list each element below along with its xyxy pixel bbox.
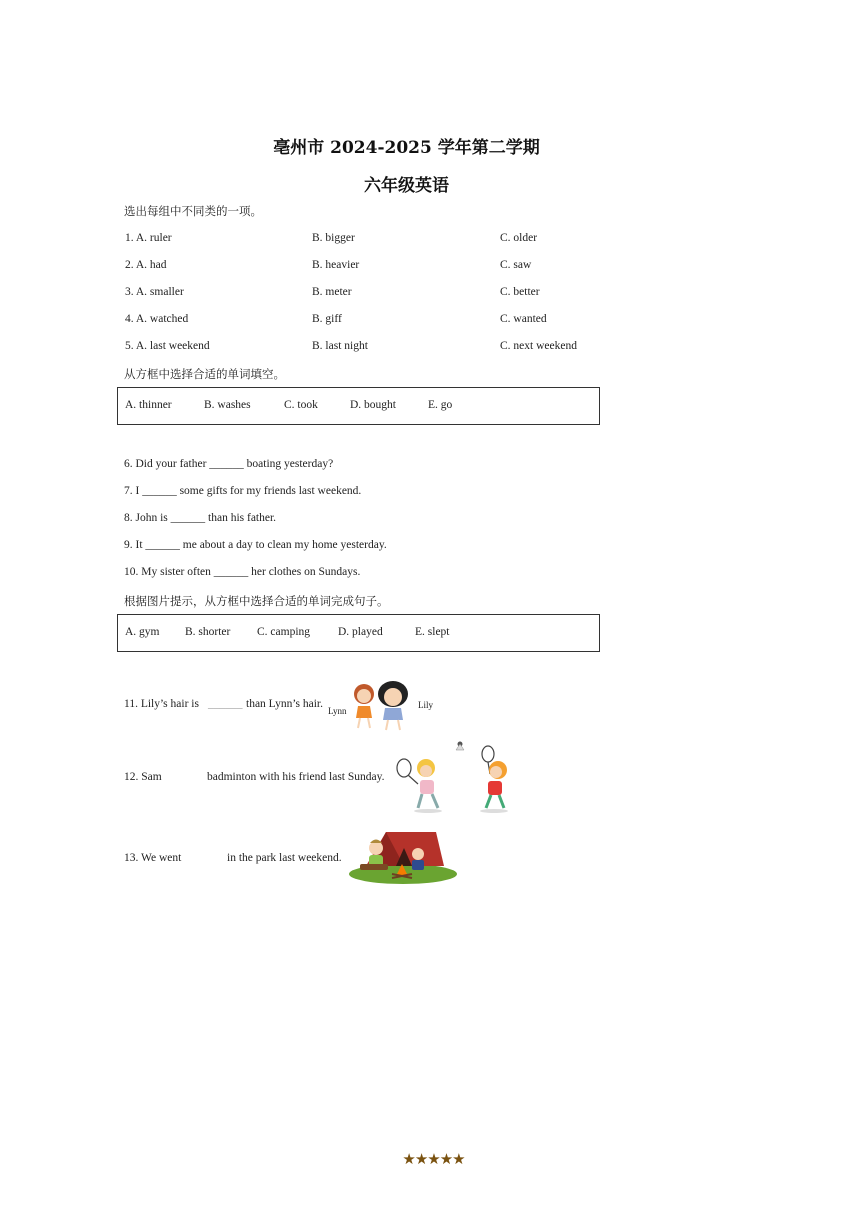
question-13-start: 13. We went: [124, 852, 182, 864]
word-bank-1-a: A. thinner: [125, 399, 172, 411]
q2-option-c: C. saw: [500, 259, 532, 271]
label-lily: Lily: [418, 700, 433, 710]
word-bank-1-d: D. bought: [350, 399, 396, 411]
question-6: 6. Did your father ______ boating yesterday?: [124, 458, 334, 470]
camping-illustration: [348, 826, 458, 886]
word-bank-2-c: C. camping: [257, 626, 311, 638]
question-10: 10. My sister often ______ her clothes on Sundays.: [124, 566, 361, 578]
word-bank-1-e: E. go: [428, 399, 453, 411]
q4-option-a: 4. A. watched: [125, 313, 189, 325]
question-7: 7. I ______ some gifts for my friends last weekend.: [124, 485, 362, 497]
label-lynn: Lynn: [328, 706, 347, 716]
question-13-end: in the park last weekend.: [227, 852, 342, 864]
word-bank-2-b: B. shorter: [185, 626, 231, 638]
question-11-blank: ______: [208, 698, 243, 710]
question-11-end: than Lynn’s hair.: [246, 698, 323, 710]
word-bank-1-b: B. washes: [204, 399, 251, 411]
q5-option-b: B. last night: [312, 340, 368, 352]
section3-instruction: 根据图片提示，从方框中选择合适的单词完成句子。: [124, 594, 389, 608]
q2-option-a: 2. A. had: [125, 259, 167, 271]
q1-option-b: B. bigger: [312, 232, 355, 244]
q5-option-c: C. next weekend: [500, 340, 577, 352]
page-title: 亳州市 2024-2025 学年第二学期: [273, 138, 540, 158]
word-bank-1-c: C. took: [284, 399, 318, 411]
q4-option-b: B. giff: [312, 313, 342, 325]
word-bank-2-e: E. slept: [415, 626, 450, 638]
word-bank-2-a: A. gym: [125, 626, 160, 638]
q4-option-c: C. wanted: [500, 313, 547, 325]
question-11-start: 11. Lily’s hair is: [124, 698, 199, 710]
q1-option-c: C. older: [500, 232, 538, 244]
q5-option-a: 5. A. last weekend: [125, 340, 210, 352]
page-subtitle: 六年级英语: [364, 176, 449, 196]
footer-stars: ★★★★★: [402, 1152, 465, 1168]
question-12-end: badminton with his friend last Sunday.: [207, 771, 385, 783]
question-12-start: 12. Sam: [124, 771, 162, 783]
question-8: 8. John is ______ than his father.: [124, 512, 277, 524]
section1-instruction: 选出每组中不同类的一项。: [124, 204, 262, 218]
q3-option-b: B. meter: [312, 286, 352, 298]
word-bank-2-d: D. played: [338, 626, 383, 638]
q2-option-b: B. heavier: [312, 259, 360, 271]
two-girls-illustration: [348, 680, 414, 732]
question-9: 9. It ______ me about a day to clean my home yesterday.: [124, 539, 387, 551]
q1-option-a: 1. A. ruler: [125, 232, 172, 244]
q3-option-c: C. better: [500, 286, 540, 298]
section2-instruction: 从方框中选择合适的单词填空。: [124, 367, 285, 381]
badminton-illustration: [396, 740, 516, 816]
q3-option-a: 3. A. smaller: [125, 286, 184, 298]
